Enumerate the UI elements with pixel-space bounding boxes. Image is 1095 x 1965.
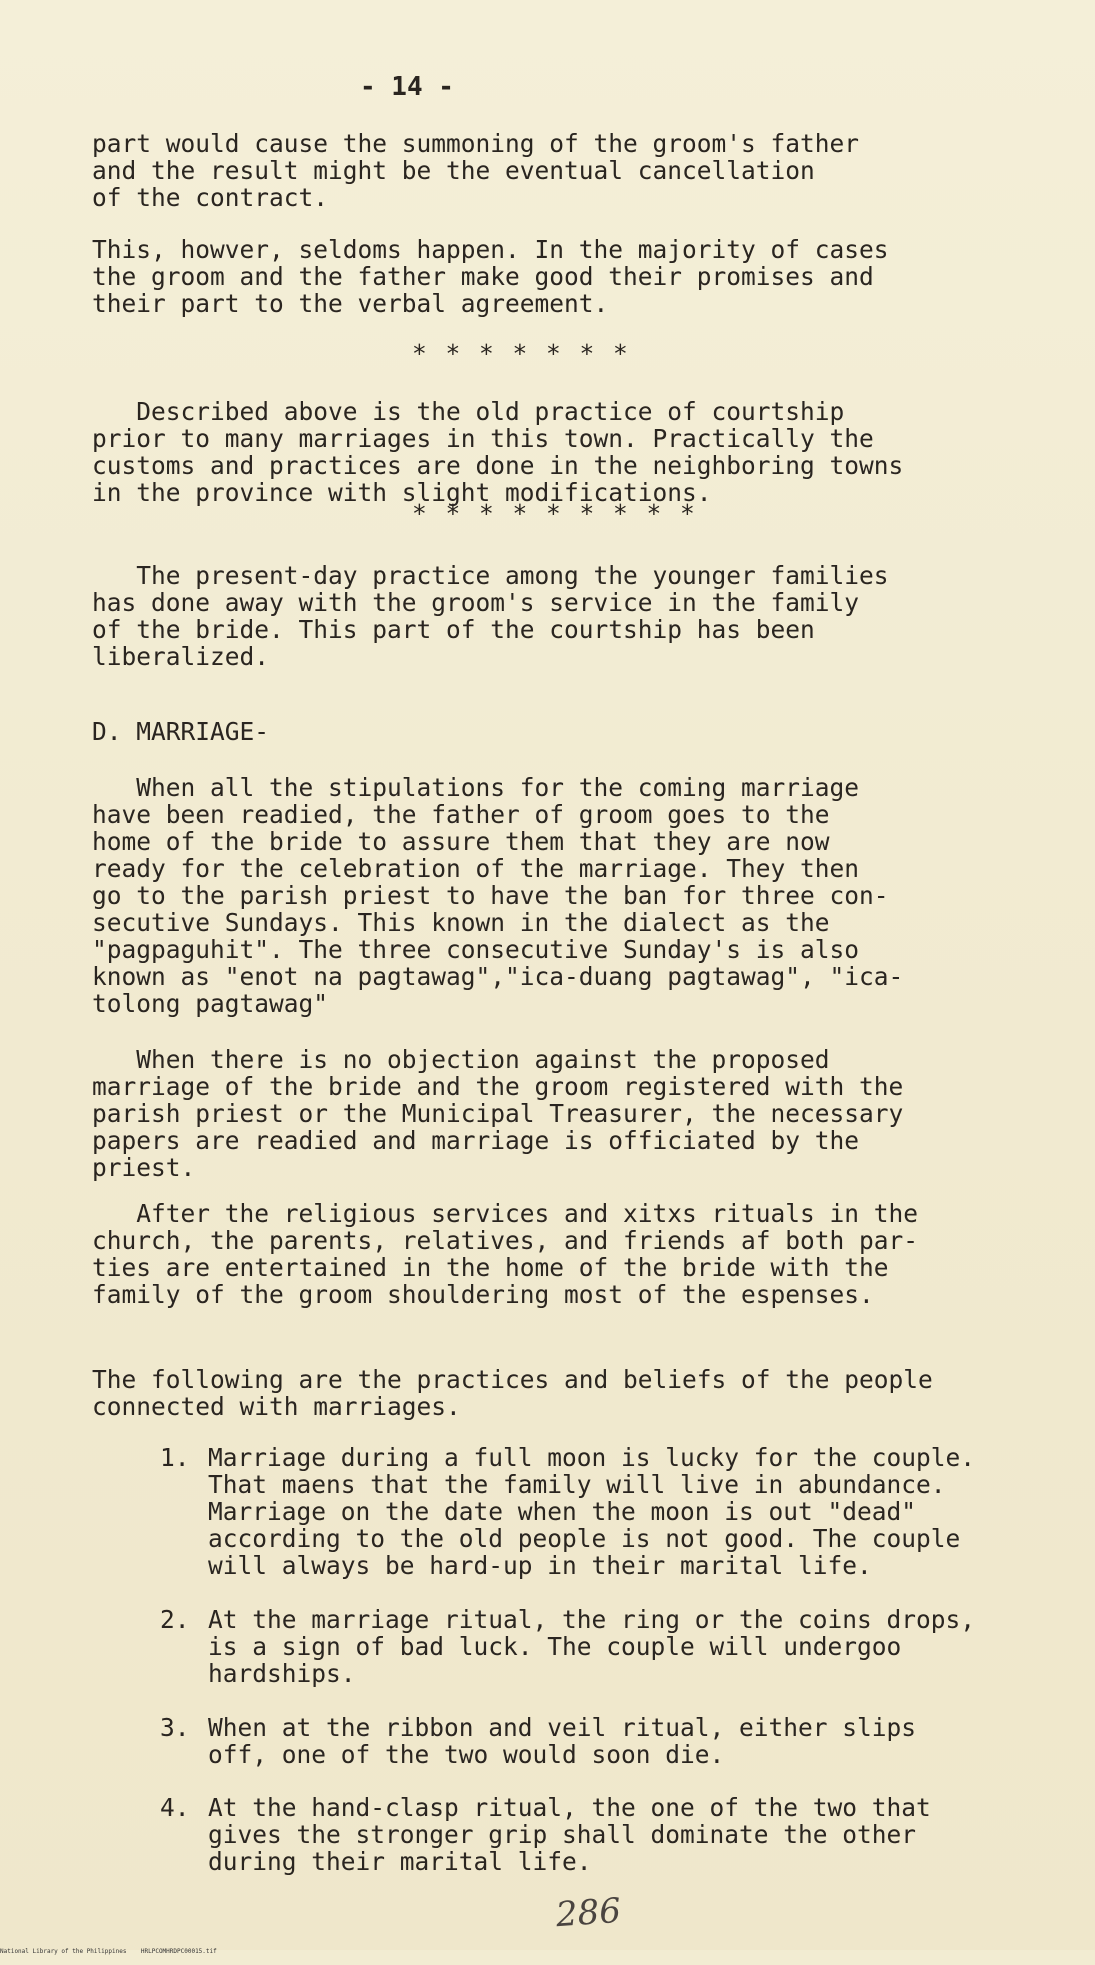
belief-number: 3. bbox=[160, 1713, 190, 1742]
section-heading: D. MARRIAGE- bbox=[92, 717, 270, 746]
paragraph-no-objection: When there is no objection against the proposed marriage of the bride and the groom registered with the parish priest or the Municipal Treasurer, the necessary papers are readied and marriage is officiated by the priest. bbox=[92, 1045, 904, 1182]
separator-stars: * * * * * * * bbox=[412, 339, 630, 368]
paragraph-present-day: The present-day practice among the younger families has done away with the groom's service in the family of the bride. This part of the courtship has been liberalized. bbox=[92, 561, 889, 671]
paragraph-beliefs-intro: The following are the practices and beliefs of the people connected with marriages. bbox=[92, 1365, 933, 1421]
archive-footer: National Library of the Philippines HRLPCOMHRDPC00015.tif bbox=[0, 1948, 217, 1955]
paragraph-religious-services: After the religious services and xitxs rituals in the church, the parents, relatives, and friends af both par- ties are entertained in the home of the bride with the family of the groom shouldering most of the espenses. bbox=[92, 1199, 919, 1309]
belief-text: At the hand-clasp ritual, the one of the two that gives the stronger grip shall dominate the other during their marital life. bbox=[208, 1793, 931, 1876]
paragraph-contract: part would cause the summoning of the groom's father and the result might be the eventual cancellation of the contract. bbox=[92, 129, 860, 212]
belief-text: When at the ribbon and veil ritual, either slips off, one of the two would soon die. bbox=[208, 1713, 917, 1769]
belief-text: At the marriage ritual, the ring or the coins drops, is a sign of bad luck. The couple will undergoo hardships. bbox=[208, 1605, 976, 1688]
separator-stars: * * * * * * * * * bbox=[412, 499, 697, 528]
paragraph-old-practice: Described above is the old practice of courtship prior to many marriages in this town. Practically the customs and practices are done in the neighboring towns in the province with slight modifications. bbox=[92, 397, 904, 507]
paragraph-stipulations: When all the stipulations for the coming marriage have been readied, the father of groom goes to the home of the bride to assure them that they are now ready for the celebration of the marriage. They then go to the parish priest to have the ban for three con- secutive Sundays. This known in the dialect as the "pagpaguhit". The three consecutive Sunday's is also known as "enot na pagtawag","ica-duang pagtawag", "ica- tolong pagtawag" bbox=[92, 773, 904, 1018]
belief-number: 2. bbox=[160, 1605, 190, 1634]
page-number: - 14 - bbox=[360, 72, 454, 102]
belief-number: 1. bbox=[160, 1443, 190, 1472]
handwritten-page-number: 286 bbox=[554, 1890, 623, 1936]
belief-text: Marriage during a full moon is lucky for the couple. That maens that the family will live in abundance. Marriage on the date when the moon is out "dead" according to the old people is not good. The couple will always be hard-up in their marital life. bbox=[208, 1443, 976, 1580]
belief-number: 4. bbox=[160, 1793, 190, 1822]
paragraph-seldom: This, howver, seldoms happen. In the majority of cases the groom and the father make good their promises and their part to the verbal agreement. bbox=[92, 235, 889, 318]
